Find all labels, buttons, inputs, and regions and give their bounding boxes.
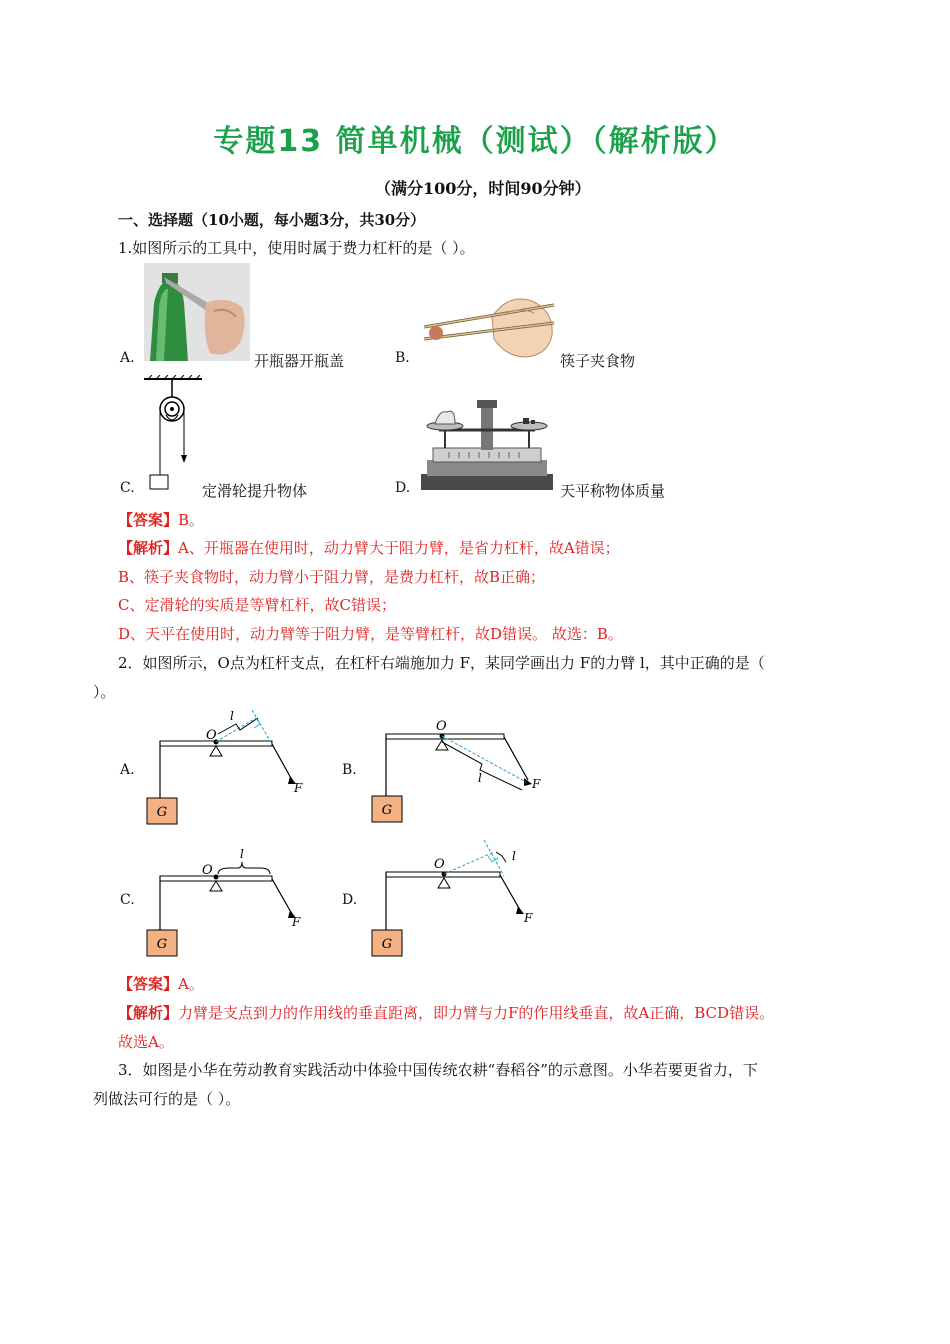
svg-text:l: l	[512, 849, 516, 863]
balance-scale-image	[419, 396, 555, 492]
q1-analysis-line-4: D、天平在使用时，动力臂等于阻力臂，是等臂杠杆，故D错误。 故选：B。	[118, 625, 623, 643]
svg-text:F: F	[532, 777, 541, 791]
q1-option-c-letter: C.	[120, 480, 135, 496]
chopsticks-image	[422, 283, 556, 361]
q1-answer-value: B。	[178, 511, 205, 529]
q1-option-a-caption: 开瓶器开瓶盖	[254, 352, 345, 370]
svg-text:G: G	[156, 937, 168, 952]
svg-text:O: O	[436, 719, 447, 734]
q2-answer-value: A。	[178, 975, 204, 993]
svg-text:O: O	[434, 857, 445, 872]
q1-option-b-letter: B.	[395, 350, 410, 366]
q1-analysis-tag: 【解析】	[118, 539, 179, 557]
q2-option-d-letter: D.	[342, 892, 358, 908]
svg-text:l: l	[240, 847, 244, 861]
page-title: 专题13 简单机械（测试）（解析版）	[213, 124, 737, 159]
lever-diagram-d	[362, 836, 542, 960]
lever-diagram-c	[140, 836, 320, 960]
arm-label: l	[230, 709, 234, 723]
q1-analysis-line-1: 【解析】A、开瓶器在使用时，动力臂大于阻力臂，是省力杠杆，故A错误；	[118, 539, 620, 557]
q1-answer	[118, 509, 204, 530]
section-heading: 一、选择题（10小题，每小题3分，共30分）	[118, 211, 426, 229]
q1-analysis-line-2: B、筷子夹食物时，动力臂小于阻力臂，是费力杠杆，故B正确；	[118, 568, 546, 586]
q1-option-b-caption: 筷子夹食物	[560, 352, 636, 370]
svg-text:F: F	[292, 915, 301, 929]
q2-stem-line-1: 2．如图所示，O点为杠杆支点，在杠杆右端施加力 F，某同学画出力 F的力臂 l，其中正确的是（	[118, 654, 765, 672]
q1-option-d-letter: D.	[395, 480, 411, 496]
q2-stem-line-2: ）。	[93, 683, 116, 701]
q1-stem: 1.如图所示的工具中，使用时属于费力杠杆的是（ ）。	[118, 239, 475, 257]
force-label: F	[294, 781, 303, 795]
q1-analysis-line-3: C、定滑轮的实质是等臂杠杆，故C错误；	[118, 596, 396, 614]
bottle-opener-image	[144, 263, 250, 361]
weight-label: G	[156, 805, 168, 820]
q2-analysis-tag: 【解析】	[118, 1004, 179, 1022]
q2-option-c-letter: C.	[120, 892, 135, 908]
page-subtitle: （满分100分，时间90分钟）	[375, 179, 591, 198]
lever-diagram-b	[362, 704, 542, 828]
pivot-label: O	[206, 728, 217, 743]
svg-text:G: G	[381, 803, 393, 818]
svg-text:G: G	[381, 937, 393, 952]
q1-option-a-letter: A.	[120, 350, 135, 366]
q2-option-a-letter: A.	[120, 762, 135, 778]
fixed-pulley-diagram	[140, 375, 204, 495]
q2-answer	[118, 973, 204, 994]
q3-stem-line-1: 3．如图是小华在劳动教育实践活动中体验中国传统农耕“舂稻谷”的示意图。小华若要更省力，下	[118, 1061, 758, 1079]
lever-diagram-a	[140, 704, 320, 828]
q1-answer-tag: 【答案】	[118, 511, 179, 529]
svg-text:O: O	[202, 863, 213, 878]
q2-analysis-line-1: 【解析】力臂是支点到力的作用线的垂直距离，即力臂与力F的作用线垂直，故A正确，BCD错误。	[118, 1004, 775, 1022]
q1-option-d-caption: 天平称物体质量	[560, 482, 666, 500]
q2-answer-tag: 【答案】	[118, 975, 179, 993]
q3-stem-line-2: 列做法可行的是（ ）。	[93, 1090, 241, 1108]
q2-analysis-line-2: 故选A。	[118, 1033, 174, 1051]
q2-option-b-letter: B.	[342, 762, 357, 778]
svg-text:F: F	[524, 911, 533, 925]
q1-option-c-caption: 定滑轮提升物体	[202, 482, 308, 500]
svg-text:l: l	[478, 771, 482, 785]
